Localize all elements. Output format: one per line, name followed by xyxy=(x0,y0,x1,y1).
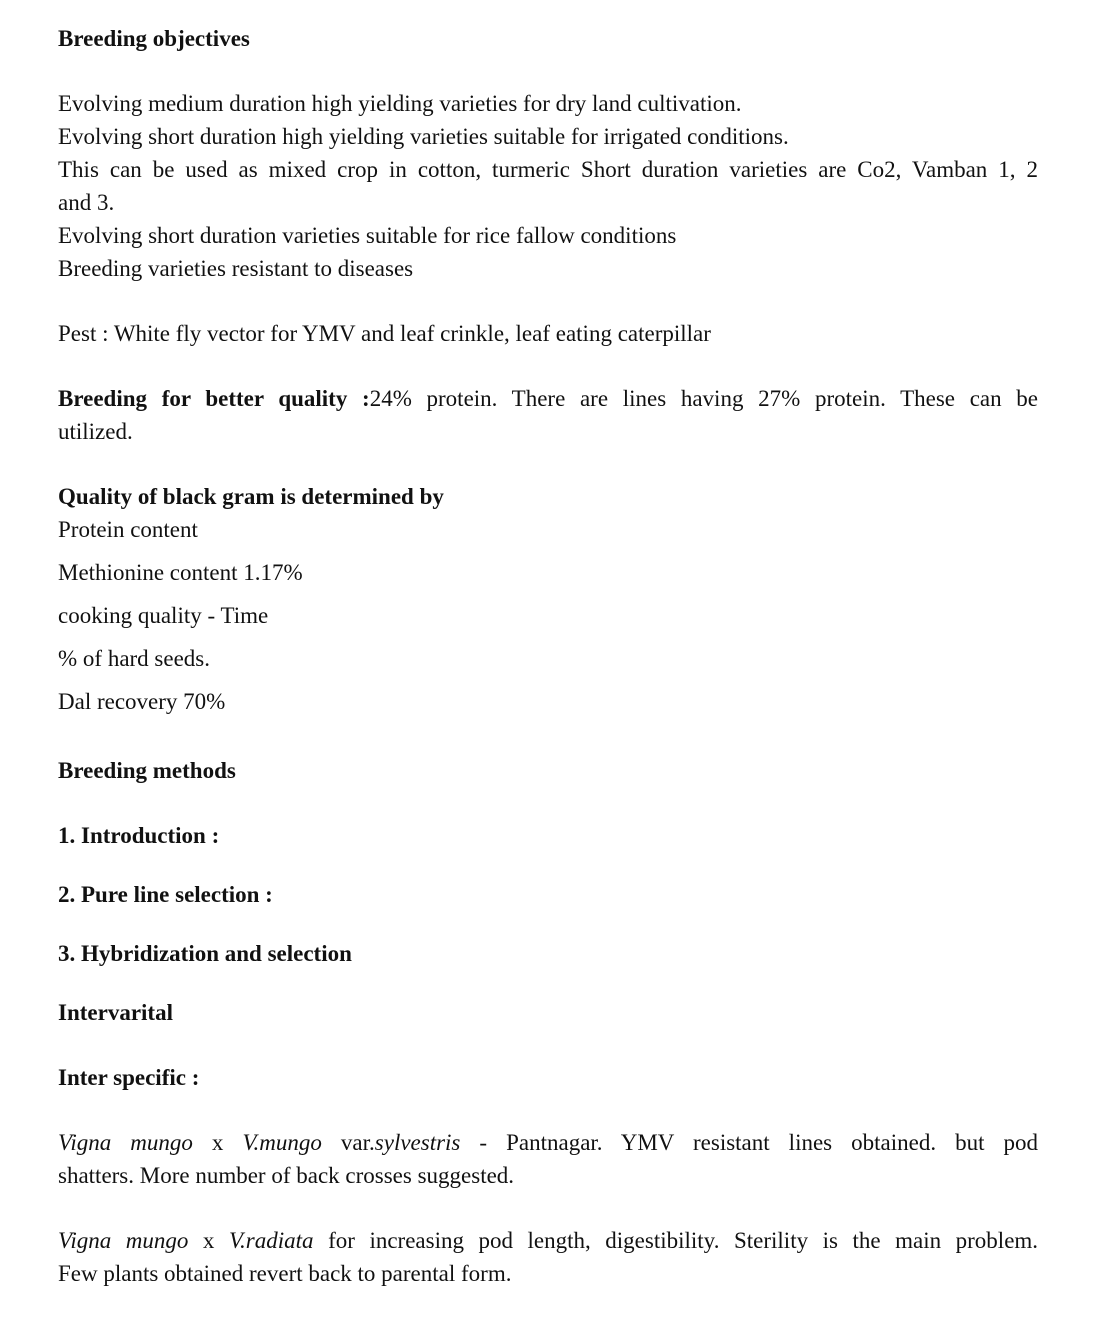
objective-line-1: Evolving medium duration high yielding varieties for dry land cultivation. xyxy=(58,91,742,116)
cross-2-line-b: Few plants obtained revert back to parental form. xyxy=(58,1261,512,1286)
method-intervarital: Intervarital xyxy=(58,1000,173,1025)
cross-1-x: x xyxy=(211,1130,224,1155)
cross-2-line-a xyxy=(58,1224,1038,1257)
pest-line: Pest : White fly vector for YMV and leaf crinkle, leaf eating caterpillar xyxy=(58,321,711,346)
cross-1-text-a: - Pantnagar. YMV resistant lines obtained. but pod xyxy=(479,1130,1039,1155)
better-quality-text-a: 24% protein. There are lines having 27% protein. These can be xyxy=(369,386,1038,411)
better-quality-label: Breeding for better quality : xyxy=(58,386,370,411)
cross-1-line-a xyxy=(58,1126,1038,1159)
method-pure-line: 2. Pure line selection : xyxy=(58,882,273,907)
cross-1-species-b: V.mungo xyxy=(242,1130,322,1155)
better-quality-line-b: utilized. xyxy=(58,419,133,444)
document-page xyxy=(58,22,1048,1290)
cross-2-text-a: for increasing pod length, digestibility. Sterility is the main problem. xyxy=(328,1228,1039,1253)
objective-line-4: Evolving short duration varieties suitable for rice fallow conditions xyxy=(58,223,677,248)
cross-1-line-b: shatters. More number of back crosses suggested. xyxy=(58,1163,515,1188)
objective-line-3b: and 3. xyxy=(58,190,115,215)
cross-1-var: var. xyxy=(340,1130,375,1155)
quality-item: Methionine content 1.17% xyxy=(58,560,303,585)
objective-line-5: Breeding varieties resistant to diseases xyxy=(58,256,414,281)
quality-item: Protein content xyxy=(58,517,198,542)
cross-1-variety: sylvestris xyxy=(374,1130,461,1155)
cross-2-x: x xyxy=(202,1228,215,1253)
quality-item: Dal recovery 70% xyxy=(58,689,226,714)
method-hybridization: 3. Hybridization and selection xyxy=(58,941,352,966)
method-inter-specific: Inter specific : xyxy=(58,1065,200,1090)
quality-item: % of hard seeds. xyxy=(58,646,211,671)
cross-2-species-a: Vigna mungo xyxy=(58,1228,189,1253)
breeding-objectives-heading: Breeding objectives xyxy=(58,26,250,51)
objective-line-2: Evolving short duration high yielding varieties suitable for irrigated conditions. xyxy=(58,124,789,149)
cross-2-species-b: V.radiata xyxy=(228,1228,314,1253)
method-introduction: 1. Introduction : xyxy=(58,823,220,848)
better-quality-line-a xyxy=(58,382,1038,415)
quality-item: cooking quality - Time xyxy=(58,603,269,628)
breeding-methods-heading: Breeding methods xyxy=(58,758,236,783)
cross-1-species-a: Vigna mungo xyxy=(58,1130,193,1155)
quality-heading: Quality of black gram is determined by xyxy=(58,484,444,509)
objective-line-3a: This can be used as mixed crop in cotton, turmeric Short duration varieties are Co2, Vamban 1, 2 xyxy=(58,157,1038,182)
